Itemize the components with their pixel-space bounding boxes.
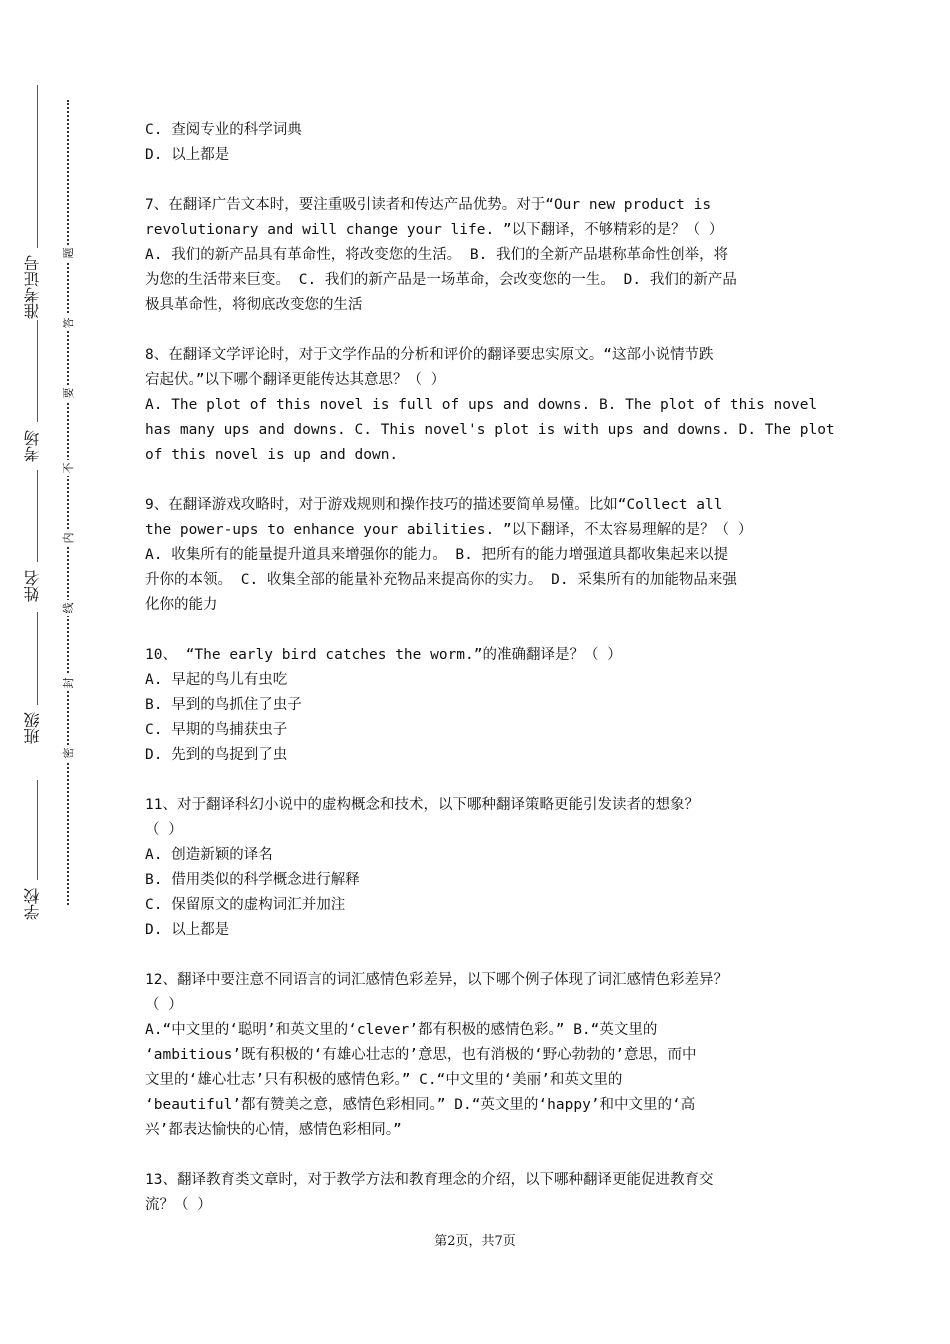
field-label-text: 学校 xyxy=(22,888,42,920)
spacer xyxy=(145,768,815,793)
question-block xyxy=(145,643,815,768)
text-line: 极具革命性，将彻底改变您的生活 xyxy=(145,297,363,313)
text-line: 为您的生活带来巨变。 C. 我们的新产品是一场革命，会改变您的一生。 D. 我们的新产品 xyxy=(145,272,737,288)
text-line: C. 早期的鸟捕获虫子 xyxy=(145,722,288,738)
spacer xyxy=(145,468,815,493)
field-underline[interactable] xyxy=(37,612,38,705)
question-block xyxy=(145,793,815,943)
field-underline[interactable] xyxy=(37,85,38,248)
text-line: 11、对于翻译科幻小说中的虚构概念和技术，以下哪种翻译策略更能引发读者的想象？ xyxy=(145,797,699,813)
text-line: 8、在翻译文学评论时，对于文学作品的分析和评价的翻译要忠实原文。“这部小说情节跌 xyxy=(145,347,714,363)
text-line: C. 保留原文的虚构词汇并加注 xyxy=(145,897,346,913)
text-line: B. 借用类似的科学概念进行解释 xyxy=(145,872,360,888)
text-line: A. 创造新颖的译名 xyxy=(145,847,273,863)
field-label xyxy=(18,570,46,602)
seal-char: 题 xyxy=(60,245,76,261)
text-line: A.“中文里的‘聪明’和英文里的‘clever’都有积极的感情色彩。” B.“英文里的 xyxy=(145,1022,658,1038)
spacer xyxy=(145,1143,815,1168)
page-footer: 第2页，共7页 xyxy=(434,1234,516,1249)
field-label xyxy=(18,430,46,462)
text-line: ‘beautiful’都有赞美之意，感情色彩相同。” D.“英文里的‘happy’和中文里的‘高 xyxy=(145,1097,696,1113)
question-block xyxy=(145,968,815,1143)
text-line: 9、在翻译游戏攻略时，对于游戏规则和操作技巧的描述要简单易懂。比如“Collect all xyxy=(145,497,723,513)
text-line: 兴’都表达愉快的心情，感情色彩相同。” xyxy=(145,1122,402,1138)
field-label-text: 班级 xyxy=(22,712,42,744)
text-line: 7、在翻译广告文本时，要注重吸引读者和传达产品优势。对于“Our new product is xyxy=(145,197,712,213)
spacer xyxy=(145,318,815,343)
text-line: D. 先到的鸟捉到了虫 xyxy=(145,747,288,763)
field-underline[interactable] xyxy=(37,470,38,562)
spacer xyxy=(145,943,815,968)
seal-char: 要 xyxy=(60,385,76,401)
field-underline[interactable] xyxy=(37,320,38,422)
text-line: （ ） xyxy=(145,822,183,838)
field-label-text: 姓名 xyxy=(22,570,42,602)
text-line: C. 查阅专业的科学词典 xyxy=(145,122,302,138)
field-label-text: 考场 xyxy=(22,430,42,462)
text-line: of this novel is up and down. xyxy=(145,447,399,463)
seal-char: 不 xyxy=(60,460,76,476)
question-block xyxy=(145,118,815,168)
spacer xyxy=(145,168,815,193)
seal-dotted-line xyxy=(67,100,69,905)
seal-char: 答 xyxy=(60,315,76,331)
question-block xyxy=(145,493,815,618)
question-block xyxy=(145,193,815,318)
text-line: A. 收集所有的能量提升道具来增强你的能力。 B. 把所有的能力增强道具都收集起来以提 xyxy=(145,547,729,563)
text-line: the power-ups to enhance your abilities. ”以下翻译，不太容易理解的是？（ ） xyxy=(145,522,753,538)
text-line: 宕起伏。”以下哪个翻译更能传达其意思？（ ） xyxy=(145,372,446,388)
question-content xyxy=(145,118,835,1218)
text-line: 13、翻译教育类文章时，对于教学方法和教育理念的介绍，以下哪种翻译更能促进教育交 xyxy=(145,1172,714,1188)
field-label xyxy=(18,888,46,920)
text-line: A. 早起的鸟儿有虫吃 xyxy=(145,672,288,688)
text-line: A. The plot of this novel is full of ups and downs. B. The plot of this novel xyxy=(145,397,818,413)
text-line: 化你的能力 xyxy=(145,597,218,613)
text-line: D. 以上都是 xyxy=(145,922,230,938)
field-label xyxy=(18,255,46,319)
binding-margin xyxy=(0,0,100,1344)
text-line: B. 早到的鸟抓住了虫子 xyxy=(145,697,302,713)
text-line: （ ） xyxy=(145,997,183,1013)
question-block xyxy=(145,1168,815,1218)
text-line: 10、 “The early bird catches the worm.”的准确翻译是？（ ） xyxy=(145,647,622,663)
question-block xyxy=(145,343,835,468)
text-line: ‘ambitious’既有积极的‘有雄心壮志的’意思，也有消极的‘野心勃勃的’意思，而中 xyxy=(145,1047,697,1063)
seal-char: 密 xyxy=(60,745,76,761)
text-line: 流？（ ） xyxy=(145,1197,212,1213)
field-underline[interactable] xyxy=(37,780,38,880)
spacer xyxy=(145,618,815,643)
text-line: revolutionary and will change your life. ”以下翻译，不够精彩的是？（ ） xyxy=(145,222,724,238)
field-label-text: 准考证号 xyxy=(22,255,42,319)
seal-char: 封 xyxy=(60,675,76,691)
seal-char: 线 xyxy=(60,600,76,616)
text-line: A. 我们的新产品具有革命性，将改变您的生活。 B. 我们的全新产品堪称革命性创举，将 xyxy=(145,247,729,263)
field-label xyxy=(18,712,46,744)
text-line: 12、翻译中要注意不同语言的词汇感情色彩差异，以下哪个例子体现了词汇感情色彩差异？ xyxy=(145,972,728,988)
text-line: 文里的‘雄心壮志’只有积极的感情色彩。” C.“中文里的‘美丽’和英文里的 xyxy=(145,1072,623,1088)
text-line: has many ups and downs. C. This novel's plot is with ups and downs. D. The plot xyxy=(145,422,835,438)
seal-char: 内 xyxy=(60,530,76,546)
text-line: D. 以上都是 xyxy=(145,147,230,163)
text-line: 升你的本领。 C. 收集全部的能量补充物品来提高你的实力。 D. 采集所有的加能物品来强 xyxy=(145,572,737,588)
